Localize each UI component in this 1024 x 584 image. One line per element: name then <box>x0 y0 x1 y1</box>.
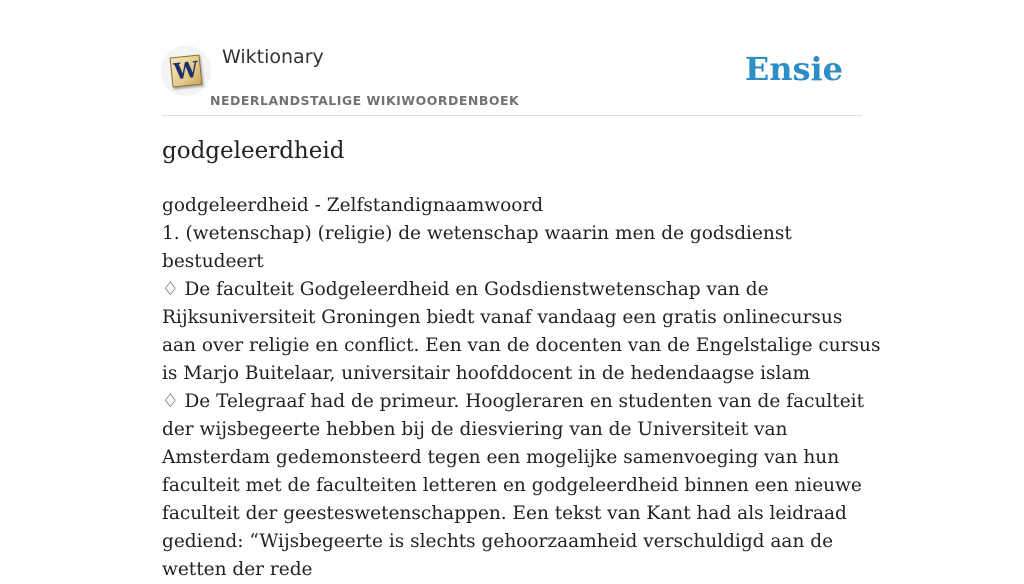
header <box>162 40 862 116</box>
word-type: godgeleerdheid - Zelfstandignaamwoord <box>162 195 544 216</box>
ensie-brand-logo[interactable]: Ensie <box>744 50 843 88</box>
example-2: ♢ De Telegraaf had de primeur. Hoogleraren en studenten van de faculteit der wijsbegeerte hebben bij de diesviering van de Universiteit van Amsterdam gedemonsteerd tegen een mogelijke samenvoeging van hun faculteit met de faculteiten letteren en godgeleerdheid binnen een nieuwe faculteit der geesteswetenschappen. Een tekst van Kant had als leidraad gediend: “Wijsbegeerte is slechts gehoorzaamheid verschuldigd aan de wetten der rede <box>162 391 865 580</box>
page-title: godgeleerdheid <box>162 138 345 164</box>
logo-letter: W <box>172 56 200 86</box>
example-1: ♢ De faculteit Godgeleerdheid en Godsdienstwetenschap van de Rijksuniversiteit Groningen biedt vanaf vandaag een gratis onlinecursus aan over religie en conflict. Een van de docenten van de Engelstalige cursus is Marjo Buitelaar, universitair hoofddocent in de hedendaagse islam <box>162 279 881 384</box>
logo-tile <box>170 55 203 88</box>
definition: 1. (wetenschap) (religie) de wetenschap waarin men de godsdienst bestudeert <box>162 223 792 272</box>
site-subtitle: NEDERLANDSTALIGE WIKIWOORDENBOEK <box>210 93 520 108</box>
wiktionary-logo-icon[interactable] <box>162 47 210 95</box>
entry-content <box>162 192 882 584</box>
site-name[interactable]: Wiktionary <box>222 46 324 68</box>
